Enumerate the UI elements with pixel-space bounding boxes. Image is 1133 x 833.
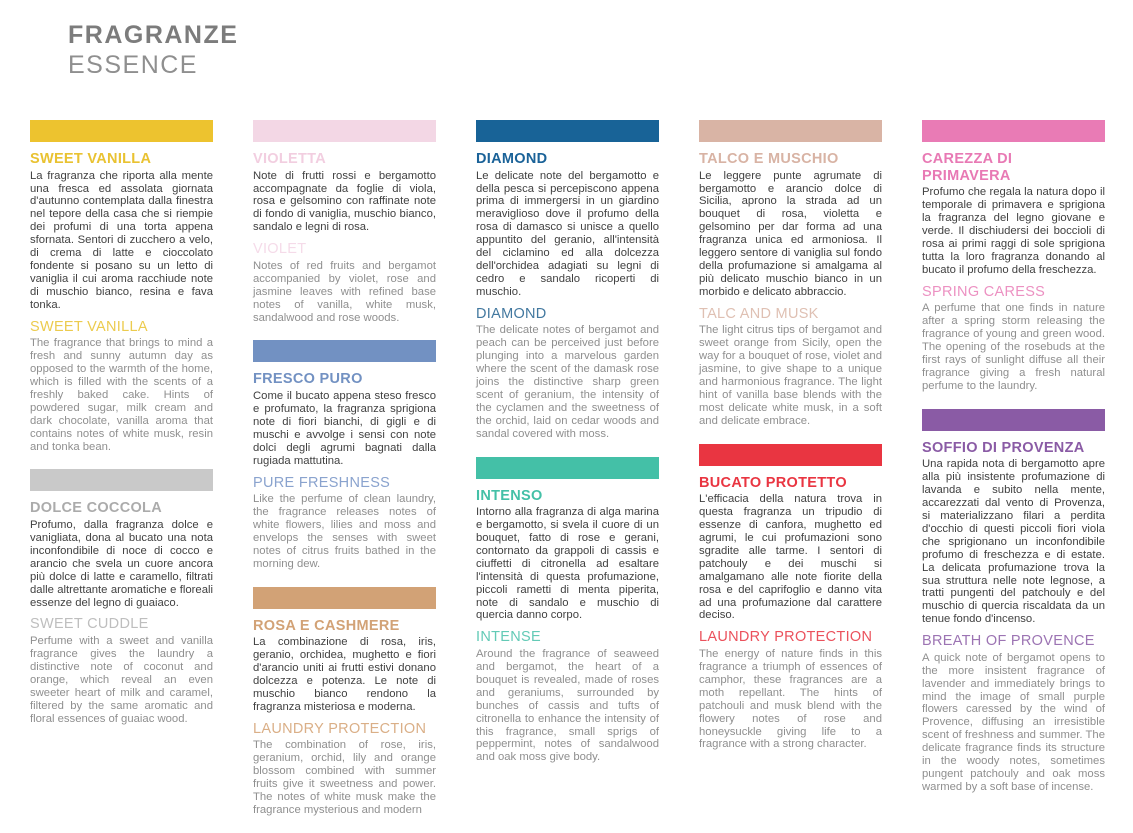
section-title-it: DIAMOND	[476, 151, 548, 167]
fragrance-section	[699, 444, 882, 752]
section-text-en: A quick note of bergamot opens to the more insistent fragrance of lavender and immediately brings to mind the image of small purple flowers caressed by the wind of Provence, diffusing an irresistible scent of freshness and summer. The delicate fragrance finds its structure in the woody notes, sometimes pungent patchouly and oak moss warmed by a soft base of incense.	[922, 651, 1105, 793]
section-color-bar	[476, 120, 659, 142]
page-title: FRAGRANZE	[68, 21, 239, 49]
section-text-it: Una rapida nota di bergamotto apre alla più insistente profumazione di lavanda e subito nella mente, accarezzati dal vento di Provenza, si materializzano filari a perdita d'occhio di questi piccoli fiori viola che sprigionano un inconfondibile profumo di freschezza e di estate. La delicata profumazione trova la sua struttura nelle note legnose, a tratti pungenti del patchouly e del muschio di quercia riscaldata da un tenue fondo d'incenso.	[922, 458, 1105, 626]
section-title-en: LAUNDRY PROTECTION	[253, 720, 427, 737]
section-text-en: A perfume that one finds in nature after a spring storm releasing the fragrance of young and green wood. The opening of the rosebuds at the first rays of sunlight diffuse all their fragrance giving a fresh natural perfume to the laundry.	[922, 302, 1105, 392]
section-title-en: SWEET VANILLA	[30, 318, 148, 335]
section-text-en: The combination of rose, iris, geranium, orchid, lily and orange blossom combined with summer fruits give it sweetness and power. The notes of white musk make the fragrance mysterious and modern	[253, 739, 436, 816]
fragrance-section	[30, 120, 213, 453]
section-title-en: INTENSE	[476, 629, 541, 646]
section-text-it: La combinazione di rosa, iris, geranio, orchidea, mughetto e fiori d'arancio uniti ai frutti estivi donano dolcezza e potenza. Le note di muschio bianco rendono la fragranza misteriosa e moderna.	[253, 636, 436, 713]
section-title-en: BREATH OF PROVENCE	[922, 633, 1095, 650]
section-color-bar	[30, 120, 213, 142]
section-color-bar	[476, 457, 659, 479]
section-title-it: SWEET VANILLA	[30, 151, 152, 167]
column-1	[30, 120, 213, 742]
section-text-it: L'efficacia della natura trova in questa fragranza un tripudio di essenze di canfora, mughetto ed agrumi, le cui profumazioni sono sgradite alle tarme. I sentori di patchouly e dei muschi si amalgamano alle note fiorite della rosa e del caprifoglio e danno vita ad una profumazione dal carattere deciso.	[699, 493, 882, 622]
section-title-it: TALCO E MUSCHIO	[699, 151, 839, 167]
section-title-it: SOFFIO DI PROVENZA	[922, 439, 1085, 456]
section-title-en: SPRING CARESS	[922, 283, 1046, 300]
section-title-it: INTENSO	[476, 487, 543, 504]
section-text-en: Notes of red fruits and bergamot accompanied by violet, rose and jasmine leaves with refined base notes of vanilla, white musk, sandalwood and rose woods.	[253, 259, 436, 324]
section-text-it: Intorno alla fragranza di alga marina e bergamotto, si svela il cuore di un bouquet, fatto di rose e gerani, contornato da grappoli di cassis e ciuffetti di citronella ad esaltare l'intensità di questa profumazione, piccoli rametti di menta piperita, note di sandalo e muschio di quercia danno corpo.	[476, 506, 659, 622]
section-text-en: The light citrus tips of bergamot and sweet orange from Sicily, open the way for a bouquet of rose, violet and jasmine, to give shape to a unique and harmonious fragrance. The light hint of vanilla base blends with the most delicate white musk, in a soft and delicate embrace.	[699, 324, 882, 427]
section-text-it: Le leggere punte agrumate di bergamotto e arancio dolce di Sicilia, aprono la strada ad un bouquet di rosa, violetta e gelsomino per dar forma ad una fragranza unica ed armoniosa. Il leggero sentore di vaniglia sul fondo della profumazione si amalgama al più delicato muschio bianco in un morbido e delicato abbraccio.	[699, 169, 882, 298]
fragrance-section	[30, 469, 213, 725]
column-2	[253, 120, 436, 833]
fragrance-section	[476, 120, 659, 441]
section-title-en: SWEET CUDDLE	[30, 616, 149, 633]
section-text-en: The delicate notes of bergamot and peach can be perceived just before plunging into a marvelous garden where the scent of the damask rose joins the distinctive sharp green scent of geranium, the intensity of the cyclamen and the sweetness of the orchid, laid on cedar woods and sandal covered with moss.	[476, 324, 659, 440]
section-title-en: VIOLET	[253, 241, 307, 258]
section-color-bar	[922, 120, 1105, 142]
section-title-en: TALC AND MUSK	[699, 305, 819, 322]
column-4	[699, 120, 882, 767]
fragrance-section	[699, 120, 882, 428]
section-text-en: The energy of nature finds in this fragrance a triumph of essences of camphor, these fragrances are a moth repellant. The hints of patchouli and musk blend with the flowery notes of rose and honeysuckle giving life to a fragrance with a strong character.	[699, 648, 882, 751]
section-color-bar	[253, 587, 436, 609]
section-title-en: PURE FRESHNESS	[253, 474, 391, 491]
column-3	[476, 120, 659, 780]
section-title-it: ROSA E CASHMERE	[253, 617, 400, 634]
section-color-bar	[922, 409, 1105, 431]
fragrance-section	[922, 409, 1105, 794]
section-text-en: Perfume with a sweet and vanilla fragrance gives the laundry a distinctive note of coconut and orange, which reveal an even sweeter heart of milk and caramel, filtered by the same aromatic and floral essences of guaiac wood.	[30, 635, 213, 725]
column-5	[922, 120, 1105, 810]
section-text-it: Note di frutti rossi e bergamotto accompagnate da foglie di viola, rosa e gelsomino con raffinate note di fondo di vaniglia, muschio bianco, sandalo e legni di rosa.	[253, 169, 436, 234]
section-title-it: DOLCE COCCOLA	[30, 500, 162, 517]
fragrance-section	[253, 120, 436, 324]
page-header	[0, 0, 1133, 80]
section-title-en: LAUNDRY PROTECTION	[699, 629, 873, 646]
section-text-it: La fragranza che riporta alla mente una fresca ed assolata giornata d'autunno contemplata dalla finestra nel tepore della casa che si riempie dei profumi di una torta appena sfornata. Sentori di zucchero a velo, di crema di latte e cioccolato fondente si posano su un letto di vaniglia il cui aroma racchiude note di muschio bianco, resina e fava tonka.	[30, 169, 213, 311]
fragrance-columns	[0, 120, 1133, 833]
section-text-it: Profumo, dalla fragranza dolce e vanigliata, dona al bucato una nota inconfondibile di noce di cocco e arancio che svela un cuore ancora più dolce di latte e caramello, filtrati dalle altrettante aromatiche e floreali essenze del legno di guaiaco.	[30, 519, 213, 609]
fragrance-section	[253, 587, 436, 817]
page-subtitle: ESSENCE	[68, 51, 198, 79]
fragrance-section	[253, 340, 436, 570]
section-color-bar	[253, 340, 436, 362]
section-text-it: Profumo che regala la natura dopo il temporale di primavera e sprigiona la fragranza del legno giovane e verde. Il dischiudersi dei boccioli di rosa ai primi raggi di sole sprigiona tutta la loro fragranza donando al bucato il profumo della freschezza.	[922, 186, 1105, 276]
section-title-en: DIAMOND	[476, 305, 547, 322]
section-color-bar	[699, 444, 882, 466]
fragrance-section	[922, 120, 1105, 393]
section-text-en: The fragrance that brings to mind a fresh and sunny autumn day as opposed to the warmth of the home, which is filled with the scents of a freshly baked cake. Hints of powdered sugar, milk cream and dark chocolate, vanilla aroma that contains notes of white musk, resin and tonka bean.	[30, 337, 213, 453]
section-text-it: Le delicate note del bergamotto e della pesca si percepiscono appena prima di immergersi in un giardino meraviglioso dove il profumo della rosa di damasco si unisce a quello appuntito del geranio, all'intensità del ciclamino ed alla dolcezza dell'orchidea adagiati su legni di cedro e sandalo ricoperti di muschio.	[476, 169, 659, 298]
fragrance-section	[476, 457, 659, 765]
section-title-it: VIOLETTA	[253, 151, 327, 167]
section-title-it: CAREZZA DI PRIMAVERA	[922, 151, 1013, 184]
section-color-bar	[253, 120, 436, 142]
section-color-bar	[699, 120, 882, 142]
section-title-it: BUCATO PROTETTO	[699, 474, 847, 491]
section-text-it: Come il bucato appena steso fresco e profumato, la fragranza sprigiona note di fiori bianchi, di gigli e di muschi e avvolge i sensi con note dolci degli agrumi bagnati dalla rugiada mattutina.	[253, 390, 436, 467]
section-text-en: Around the fragrance of seaweed and bergamot, the heart of a bouquet is revealed, made of roses and geraniums, surrounded by bunches of cassis and tufts of citronella to enhance the intensity of this fragrance, small sprigs of peppermint, notes of sandalwood and oak moss give body.	[476, 648, 659, 764]
section-text-en: Like the perfume of clean laundry, the fragrance releases notes of white flowers, lilies and moss and envelops the senses with sweet notes of citrus fruits bathed in the morning dew.	[253, 493, 436, 570]
section-color-bar	[30, 469, 213, 491]
section-title-it: FRESCO PURO	[253, 371, 363, 388]
